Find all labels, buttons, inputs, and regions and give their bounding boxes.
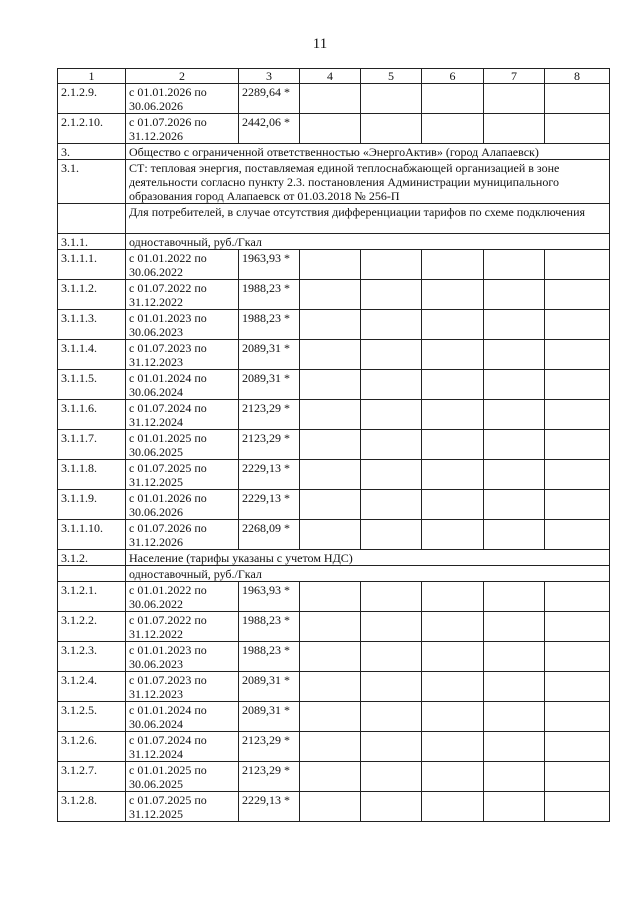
- empty-cell: [484, 490, 545, 520]
- tariff-value-cell: 2442,06 *: [239, 114, 300, 144]
- empty-cell: [300, 400, 361, 430]
- row-number: 3.1.2.6.: [58, 732, 126, 762]
- tariff-value-cell: 1988,23 *: [239, 642, 300, 672]
- period-cell: с 01.01.2023 по 30.06.2023: [126, 310, 239, 340]
- empty-cell: [484, 84, 545, 114]
- tariff-value-cell: 1988,23 *: [239, 280, 300, 310]
- column-header: 2: [126, 69, 239, 84]
- tariff-period-row: [58, 340, 610, 370]
- tariff-period-row: [58, 702, 610, 732]
- tariff-value-cell: 2089,31 *: [239, 702, 300, 732]
- empty-cell: [300, 792, 361, 822]
- empty-cell: [545, 310, 610, 340]
- empty-cell: [484, 400, 545, 430]
- empty-cell: [545, 792, 610, 822]
- empty-cell: [484, 702, 545, 732]
- empty-cell: [545, 280, 610, 310]
- period-cell: с 01.01.2024 по 30.06.2024: [126, 702, 239, 732]
- empty-cell: [545, 520, 610, 550]
- section-title-cell: Население (тарифы указаны с учетом НДС): [126, 550, 610, 566]
- empty-cell: [300, 612, 361, 642]
- empty-cell: [361, 672, 422, 702]
- tariff-value-cell: 2123,29 *: [239, 430, 300, 460]
- empty-cell: [361, 370, 422, 400]
- empty-cell: [422, 84, 484, 114]
- empty-cell: [361, 792, 422, 822]
- empty-cell: [300, 672, 361, 702]
- empty-cell: [422, 400, 484, 430]
- empty-cell: [361, 490, 422, 520]
- empty-cell: [361, 582, 422, 612]
- empty-cell: [545, 430, 610, 460]
- period-cell: с 01.01.2022 по 30.06.2022: [126, 582, 239, 612]
- empty-cell: [484, 612, 545, 642]
- tariff-value-cell: 2089,31 *: [239, 672, 300, 702]
- empty-cell: [484, 582, 545, 612]
- empty-cell: [300, 732, 361, 762]
- empty-cell: [422, 582, 484, 612]
- period-cell: с 01.07.2022 по 31.12.2022: [126, 280, 239, 310]
- empty-cell: [545, 672, 610, 702]
- empty-cell: [361, 250, 422, 280]
- period-cell: с 01.07.2023 по 31.12.2023: [126, 672, 239, 702]
- tariff-value-cell: 2229,13 *: [239, 792, 300, 822]
- tariff-period-row: [58, 280, 610, 310]
- empty-cell: [300, 370, 361, 400]
- row-number: 3.1.2.1.: [58, 582, 126, 612]
- empty-cell: [300, 702, 361, 732]
- column-header: 4: [300, 69, 361, 84]
- row-number: 3.1.2.3.: [58, 642, 126, 672]
- empty-cell: [422, 430, 484, 460]
- empty-cell: [545, 340, 610, 370]
- empty-cell: [300, 520, 361, 550]
- row-number: 2.1.2.10.: [58, 114, 126, 144]
- row-number: 3.1.1.10.: [58, 520, 126, 550]
- tariff-value-cell: 2289,64 *: [239, 84, 300, 114]
- empty-cell: [545, 400, 610, 430]
- empty-cell: [422, 310, 484, 340]
- period-cell: с 01.07.2024 по 31.12.2024: [126, 400, 239, 430]
- column-header: 5: [361, 69, 422, 84]
- empty-cell: [300, 460, 361, 490]
- column-header: 8: [545, 69, 610, 84]
- empty-cell: [300, 310, 361, 340]
- row-number: 3.1.1.9.: [58, 490, 126, 520]
- tariff-period-row: [58, 430, 610, 460]
- empty-cell: [545, 762, 610, 792]
- row-number: 3.1.2.7.: [58, 762, 126, 792]
- period-cell: с 01.01.2023 по 30.06.2023: [126, 642, 239, 672]
- empty-cell: [300, 250, 361, 280]
- empty-cell: [422, 732, 484, 762]
- tariff-period-row: [58, 310, 610, 340]
- empty-cell: [545, 250, 610, 280]
- tariff-value-cell: 1963,93 *: [239, 250, 300, 280]
- empty-cell: [545, 612, 610, 642]
- empty-cell: [300, 490, 361, 520]
- empty-cell: [545, 642, 610, 672]
- period-cell: с 01.01.2022 по 30.06.2022: [126, 250, 239, 280]
- tariff-period-row: [58, 400, 610, 430]
- column-header: 7: [484, 69, 545, 84]
- row-number: 3.1.2.5.: [58, 702, 126, 732]
- tariff-value-cell: 2123,29 *: [239, 400, 300, 430]
- row-number: 3.1.1.8.: [58, 460, 126, 490]
- period-cell: с 01.01.2025 по 30.06.2025: [126, 430, 239, 460]
- tariff-period-row: [58, 114, 610, 144]
- tariff-table: [57, 68, 610, 822]
- column-header: 3: [239, 69, 300, 84]
- empty-cell: [484, 250, 545, 280]
- period-cell: с 01.07.2022 по 31.12.2022: [126, 612, 239, 642]
- empty-cell: [422, 460, 484, 490]
- period-cell: с 01.07.2026 по 31.12.2026: [126, 114, 239, 144]
- row-number: 3.1.1.2.: [58, 280, 126, 310]
- table-body: [58, 69, 610, 822]
- row-number: 3.1.1.4.: [58, 340, 126, 370]
- tariff-value-cell: 2123,29 *: [239, 762, 300, 792]
- column-header-row: [58, 69, 610, 84]
- row-number: 3.1.2.: [58, 550, 126, 566]
- empty-cell: [300, 642, 361, 672]
- empty-cell: [361, 400, 422, 430]
- empty-cell: [484, 280, 545, 310]
- empty-cell: [484, 732, 545, 762]
- empty-cell: [300, 430, 361, 460]
- tariff-period-row: [58, 490, 610, 520]
- page-number: 11: [312, 36, 328, 52]
- empty-cell: [484, 370, 545, 400]
- empty-cell: [545, 84, 610, 114]
- row-number: [58, 204, 126, 234]
- row-number: 3.1.1.5.: [58, 370, 126, 400]
- empty-cell: [484, 520, 545, 550]
- row-number: 3.1.1.7.: [58, 430, 126, 460]
- section-title-cell: Для потребителей, в случае отсутствия дифференциации тарифов по схеме подключения: [126, 204, 610, 234]
- section-title-row: [58, 566, 610, 582]
- empty-cell: [484, 430, 545, 460]
- empty-cell: [361, 114, 422, 144]
- empty-cell: [361, 762, 422, 792]
- tariff-period-row: [58, 732, 610, 762]
- empty-cell: [422, 642, 484, 672]
- tariff-period-row: [58, 762, 610, 792]
- tariff-period-row: [58, 370, 610, 400]
- empty-cell: [422, 672, 484, 702]
- row-number: 3.1.2.4.: [58, 672, 126, 702]
- empty-cell: [300, 582, 361, 612]
- empty-cell: [545, 114, 610, 144]
- empty-cell: [545, 490, 610, 520]
- empty-cell: [361, 732, 422, 762]
- tariff-value-cell: 2089,31 *: [239, 340, 300, 370]
- empty-cell: [484, 672, 545, 702]
- column-header: 1: [58, 69, 126, 84]
- empty-cell: [484, 762, 545, 792]
- empty-cell: [484, 792, 545, 822]
- empty-cell: [361, 430, 422, 460]
- row-number: 3.: [58, 144, 126, 160]
- period-cell: с 01.01.2024 по 30.06.2024: [126, 370, 239, 400]
- tariff-value-cell: 1963,93 *: [239, 582, 300, 612]
- empty-cell: [361, 84, 422, 114]
- empty-cell: [545, 732, 610, 762]
- tariff-period-row: [58, 84, 610, 114]
- tariff-period-row: [58, 612, 610, 642]
- empty-cell: [361, 460, 422, 490]
- empty-cell: [300, 762, 361, 792]
- section-title-row: [58, 204, 610, 234]
- empty-cell: [422, 520, 484, 550]
- row-number: 3.1.1.6.: [58, 400, 126, 430]
- empty-cell: [422, 370, 484, 400]
- row-number: 3.1.1.: [58, 234, 126, 250]
- tariff-period-row: [58, 582, 610, 612]
- empty-cell: [422, 114, 484, 144]
- tariff-period-row: [58, 520, 610, 550]
- empty-cell: [545, 460, 610, 490]
- empty-cell: [484, 114, 545, 144]
- tariff-value-cell: 1988,23 *: [239, 612, 300, 642]
- tariff-period-row: [58, 460, 610, 490]
- empty-cell: [422, 612, 484, 642]
- period-cell: с 01.01.2025 по 30.06.2025: [126, 762, 239, 792]
- period-cell: с 01.01.2026 по 30.06.2026: [126, 490, 239, 520]
- empty-cell: [545, 582, 610, 612]
- section-title-row: [58, 234, 610, 250]
- empty-cell: [545, 370, 610, 400]
- column-header: 6: [422, 69, 484, 84]
- tariff-period-row: [58, 250, 610, 280]
- row-number: 3.1.2.2.: [58, 612, 126, 642]
- empty-cell: [300, 340, 361, 370]
- empty-cell: [361, 280, 422, 310]
- period-cell: с 01.07.2025 по 31.12.2025: [126, 792, 239, 822]
- section-title-cell: одноставочный, руб./Гкал: [126, 566, 610, 582]
- tariff-value-cell: 2229,13 *: [239, 490, 300, 520]
- empty-cell: [545, 702, 610, 732]
- empty-cell: [361, 340, 422, 370]
- section-title-cell: Общество с ограниченной ответственностью «ЭнергоАктив» (город Алапаевск): [126, 144, 610, 160]
- empty-cell: [361, 310, 422, 340]
- tariff-period-row: [58, 792, 610, 822]
- empty-cell: [422, 280, 484, 310]
- row-number: 3.1.1.1.: [58, 250, 126, 280]
- tariff-value-cell: 1988,23 *: [239, 310, 300, 340]
- empty-cell: [422, 340, 484, 370]
- tariff-value-cell: 2123,29 *: [239, 732, 300, 762]
- empty-cell: [484, 310, 545, 340]
- empty-cell: [422, 490, 484, 520]
- empty-cell: [361, 520, 422, 550]
- empty-cell: [422, 702, 484, 732]
- empty-cell: [361, 702, 422, 732]
- empty-cell: [300, 114, 361, 144]
- tariff-value-cell: 2089,31 *: [239, 370, 300, 400]
- section-title-row: [58, 144, 610, 160]
- empty-cell: [484, 642, 545, 672]
- row-number: 3.1.2.8.: [58, 792, 126, 822]
- tariff-period-row: [58, 642, 610, 672]
- section-title-cell: одноставочный, руб./Гкал: [126, 234, 610, 250]
- tariff-value-cell: 2268,09 *: [239, 520, 300, 550]
- section-title-row: [58, 160, 610, 204]
- period-cell: с 01.07.2026 по 31.12.2026: [126, 520, 239, 550]
- empty-cell: [361, 612, 422, 642]
- empty-cell: [422, 250, 484, 280]
- period-cell: с 01.01.2026 по 30.06.2026: [126, 84, 239, 114]
- empty-cell: [300, 280, 361, 310]
- empty-cell: [300, 84, 361, 114]
- row-number: [58, 566, 126, 582]
- period-cell: с 01.07.2023 по 31.12.2023: [126, 340, 239, 370]
- row-number: 2.1.2.9.: [58, 84, 126, 114]
- section-title-cell: СТ: тепловая энергия, поставляемая единой теплоснабжающей организацией в зоне деятельности согласно пункту 2.3. постановления Администрации муниципального образования город Алапаевск от 01.03.2018 № 256-П: [126, 160, 610, 204]
- period-cell: с 01.07.2025 по 31.12.2025: [126, 460, 239, 490]
- empty-cell: [361, 642, 422, 672]
- empty-cell: [422, 762, 484, 792]
- period-cell: с 01.07.2024 по 31.12.2024: [126, 732, 239, 762]
- empty-cell: [422, 792, 484, 822]
- empty-cell: [484, 340, 545, 370]
- empty-cell: [484, 460, 545, 490]
- row-number: 3.1.1.3.: [58, 310, 126, 340]
- row-number: 3.1.: [58, 160, 126, 204]
- tariff-value-cell: 2229,13 *: [239, 460, 300, 490]
- tariff-period-row: [58, 672, 610, 702]
- section-title-row: [58, 550, 610, 566]
